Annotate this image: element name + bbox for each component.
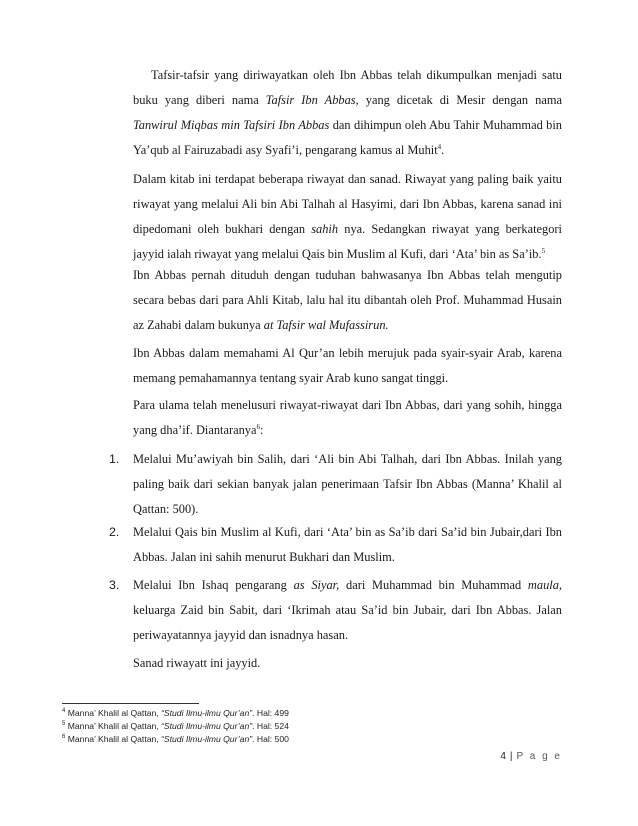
- footnote-page: . Hal: 499: [252, 708, 289, 718]
- footnote-title: “Studi Ilmu-ilmu Qur’an”: [161, 721, 253, 731]
- list-item-2: [109, 520, 562, 570]
- footnote-page: . Hal: 524: [252, 721, 289, 731]
- italic-title-at-tafsir: at Tafsir wal Mufassirun.: [263, 318, 389, 332]
- footnote-author: Manna’ Khalil al Qattan,: [65, 734, 162, 744]
- paragraph-syair-arab: [133, 341, 562, 391]
- italic-title-tafsir-ibn-abbas: Tafsir Ibn Abbas,: [265, 93, 359, 107]
- page-number-value: 4: [500, 751, 506, 762]
- text-run: Tafsir-tafsir yang diriwayatkan oleh Ibn Abbas telah dikumpulkan menjadi satu buku yang diberi nama: [133, 68, 562, 107]
- footnote-number: 6: [62, 734, 66, 741]
- text-run: dari Muhammad bin Muhammad: [339, 578, 528, 592]
- paragraph-tafsir-collection: [133, 63, 562, 163]
- list-item-3: [109, 573, 562, 648]
- list-item-text: Melalui Mu’awiyah bin Salih, dari ‘Ali bin Abi Talhah, dari Ibn Abbas. Inilah yang paling baik dari sekian banyak jalan penerimaan Tafsir Ibn Abbas (Manna’ Khalil al Qattan: 500).: [133, 452, 562, 516]
- text-run: yang dicetak di Mesir dengan nama: [358, 93, 562, 107]
- list-item-1: [109, 447, 562, 522]
- italic-title-as-siyar: as Siyar,: [293, 578, 340, 592]
- italic-word-maula: maula,: [527, 578, 562, 592]
- page-label: P a g e: [516, 751, 562, 762]
- footnote-separator: [62, 703, 199, 704]
- text-run: keluarga Zaid bin Sabit, dari ‘Ikrimah atau Sa’id bin Jubair, dari Ibn Abbas. Jalan periwayatannya jayyid dan isnadnya hasan.: [133, 603, 562, 642]
- list-number: 2.: [109, 525, 120, 539]
- footnote-ref-5: 5: [541, 246, 546, 255]
- text-run: Ibn Abbas dalam memahami Al Qur’an lebih merujuk pada syair-syair Arab, karena memang pemahamannya tentang syair Arab kuno sangat tinggi.: [133, 346, 562, 385]
- footnote-title: “Studi Ilmu-ilmu Qur’an”: [161, 708, 253, 718]
- list-item-text: Melalui Qais bin Muslim al Kufi, dari ‘Ata’ bin as Sa’ib dari Sa’id bin Jubair,dari Ibn Abbas. Jalan ini sahih menurut Bukhari dan Muslim.: [133, 525, 562, 564]
- footnote-6: [62, 733, 482, 746]
- page-number: [500, 751, 562, 762]
- list-number: 3.: [109, 578, 120, 592]
- italic-word-sahih: sahih: [311, 222, 339, 236]
- text-run: Melalui Ibn Ishaq pengarang: [133, 578, 294, 592]
- footnote-number: 5: [62, 721, 66, 728]
- paragraph-ibn-abbas-accusation: [133, 263, 562, 338]
- text-run: Ibn Abbas pernah dituduh dengan tuduhan bahwasanya Ibn Abbas telah mengutip secara bebas dari para Ahli Kitab, lalu hal itu dibantah oleh Prof. Muhammad Husain az Zahabi dalam bukunya: [133, 268, 562, 332]
- text-run: Dalam kitab ini terdapat beberapa riwayat dan sanad. Riwayat yang paling baik yaitu riwayat yang melalui Ali bin Abi Talhah al Hasyimi, dari Ibn Abbas, karena sanad ini dipedomani oleh bukhari dengan: [133, 172, 562, 236]
- paragraph-ulama-riwayat: [133, 393, 562, 443]
- closing-sentence: Sanad riwayatt ini jayyid.: [133, 656, 261, 670]
- footnote-author: Manna’ Khalil al Qattan,: [65, 721, 162, 731]
- footnote-5: [62, 720, 482, 733]
- paragraph-riwayat-sanad: [133, 167, 562, 267]
- text-run: Para ulama telah menelusuri riwayat-riwayat dari Ibn Abbas, dari yang sohih, hingga yang dha’if. Diantaranya: [133, 398, 562, 437]
- footnote-page: . Hal: 500: [252, 734, 289, 744]
- footnote-title: “Studi Ilmu-ilmu Qur’an”: [161, 734, 253, 744]
- footnote-number: 4: [62, 708, 66, 715]
- list-number: 1.: [109, 452, 120, 466]
- footnote-ref-4: 4: [437, 142, 442, 151]
- footnote-author: Manna’ Khalil al Qattan,: [65, 708, 162, 718]
- footnote-4: [62, 707, 482, 720]
- text-run: nya. Sedangkan riwayat yang berkategori jayyid ialah riwayat yang melalui Qais bin Muslim al Kufi, dari ‘Ata’ bin as Sa’ib.: [133, 222, 562, 261]
- text-run: .: [441, 143, 445, 157]
- footnote-ref-6: 6: [256, 422, 261, 431]
- text-run: :: [260, 423, 264, 437]
- page-number-separator: |: [509, 751, 513, 762]
- text-run: dan dihimpun oleh Abu Tahir Muhammad bin Ya’qub al Fairuzabadi asy Syafi’i, pengarang kamus al Muhit: [133, 118, 563, 157]
- list-item-text: [133, 573, 562, 648]
- italic-title-tanwirul-miqbas: Tanwirul Miqbas min Tafsiri Ibn Abbas: [133, 118, 330, 132]
